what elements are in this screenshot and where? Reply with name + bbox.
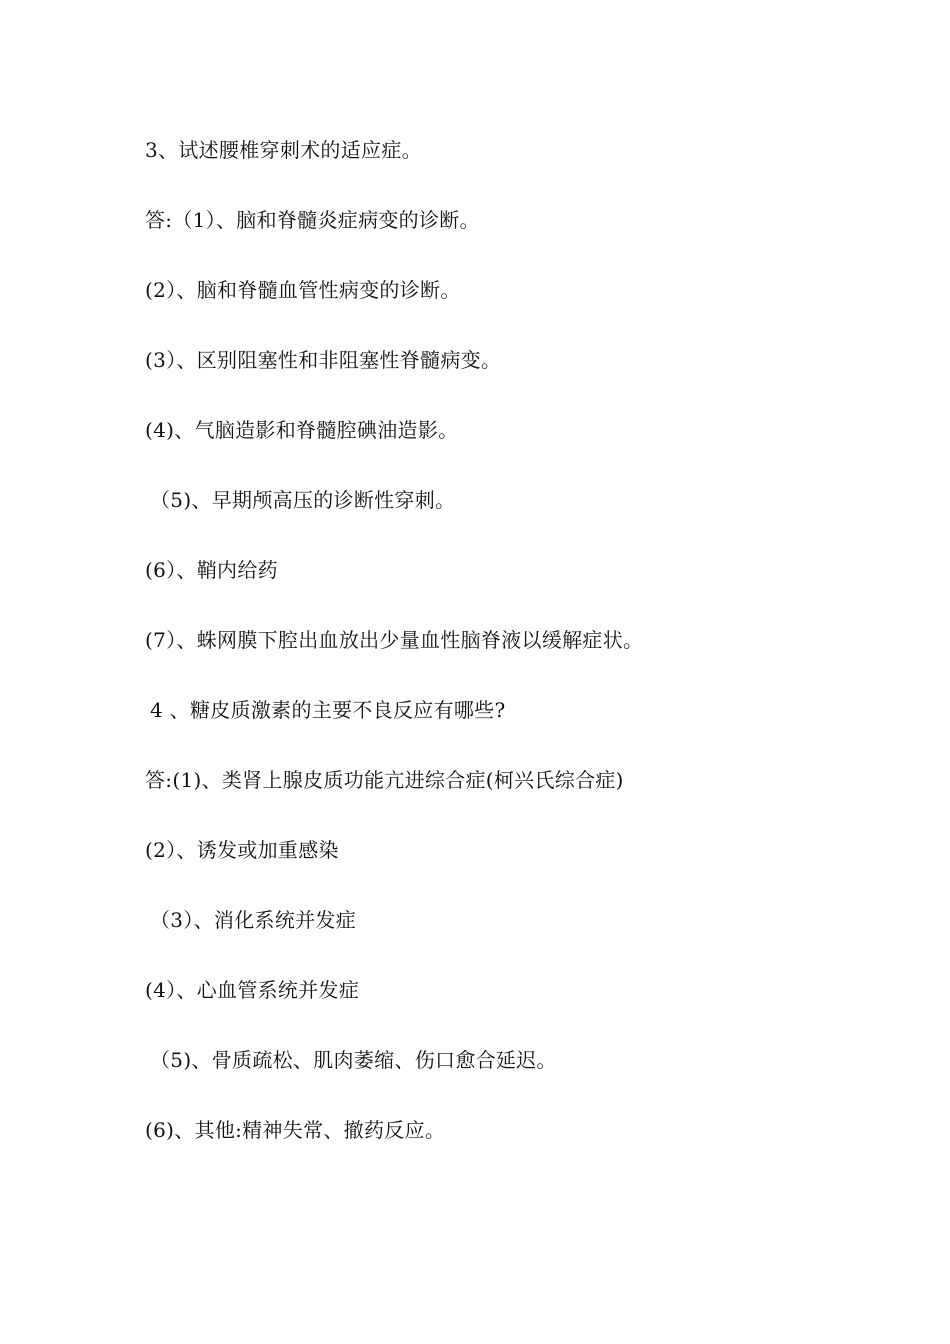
answer-3-item-4: (4)、气脑造影和脊髓腔碘油造影。 xyxy=(145,418,459,442)
answer-4-item-1: 答:(1)、类肾上腺皮质功能亢进综合症(柯兴氏综合症) xyxy=(145,768,624,792)
answer-4-item-6: (6)、其他:精神失常、撤药反应。 xyxy=(145,1118,446,1142)
answer-3-item-2: (2）、脑和脊髓血管性病变的诊断。 xyxy=(145,278,461,302)
answer-4-item-2: (2）、诱发或加重感染 xyxy=(145,838,339,862)
answer-3-item-7: (7）、蛛网膜下腔出血放出少量血性脑脊液以缓解症状。 xyxy=(145,628,644,652)
answer-3-item-1: 答:（1）、脑和脊髓炎症病变的诊断。 xyxy=(145,208,480,232)
answer-3-item-5: （5)、早期颅高压的诊断性穿刺。 xyxy=(150,488,456,512)
question-3-heading: 3、试述腰椎穿刺术的适应症。 xyxy=(145,138,422,162)
answer-4-item-4: (4）、心血管系统并发症 xyxy=(145,978,360,1002)
answer-3-item-6: (6）、鞘内给药 xyxy=(145,558,278,582)
answer-3-item-3: (3）、区别阻塞性和非阻塞性脊髓病变。 xyxy=(145,348,502,372)
question-4-heading: 4 、糖皮质激素的主要不良反应有哪些? xyxy=(150,698,506,722)
answer-4-item-3: （3）、消化系统并发症 xyxy=(150,908,357,932)
answer-4-item-5: （5)、骨质疏松、肌肉萎缩、伤口愈合延迟。 xyxy=(150,1048,557,1072)
